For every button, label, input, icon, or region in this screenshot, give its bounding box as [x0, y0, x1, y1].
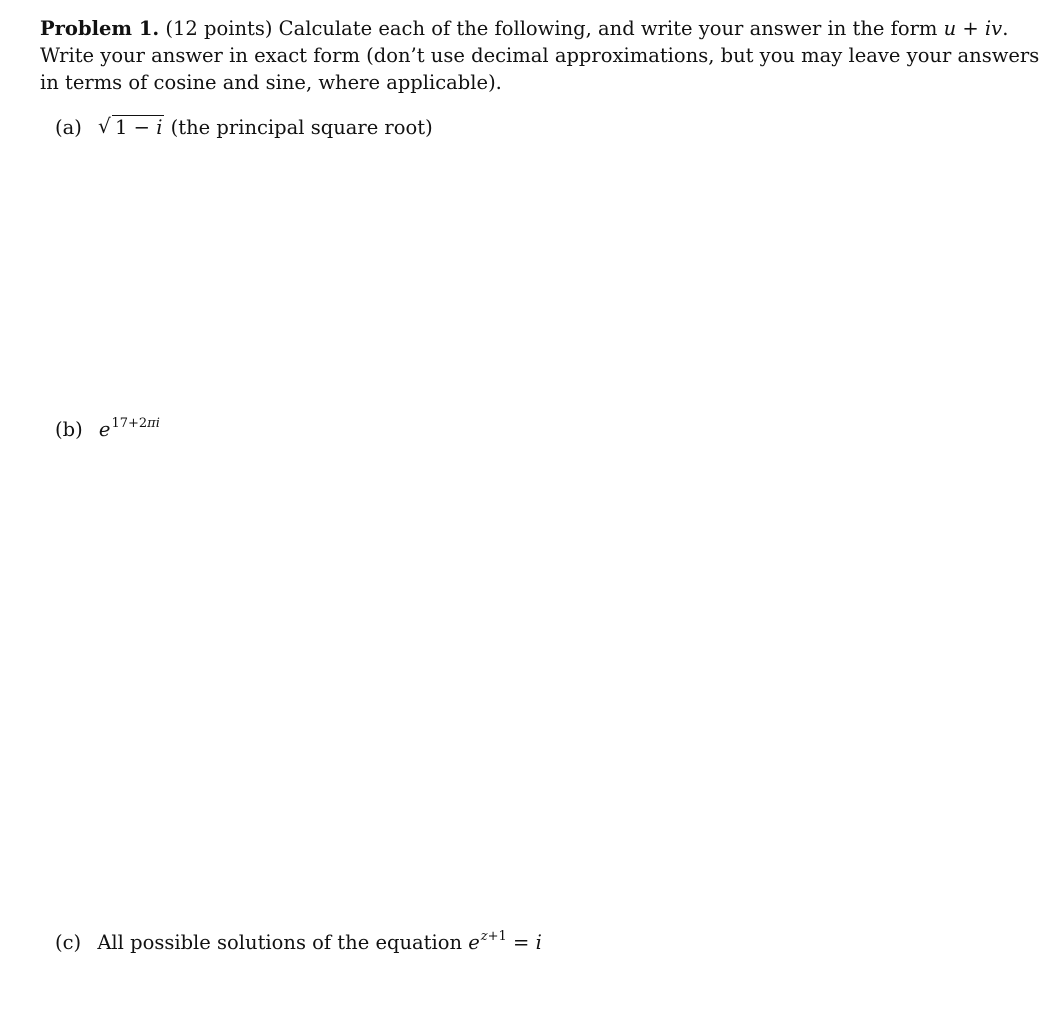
- part-c-text: All possible solutions of the equation: [97, 931, 463, 954]
- problem-heading: Problem 1.: [40, 17, 160, 40]
- part-c-exponent: [481, 929, 507, 944]
- form-plus: +: [956, 17, 985, 40]
- part-c-rhs: i: [535, 931, 542, 954]
- problem-line-2: Write your answer in exact form (don’t use decimal approximations, but you may leave your answers: [40, 44, 1039, 67]
- problem-points: (12 points): [165, 17, 273, 40]
- part-c-equals: =: [506, 931, 536, 954]
- part-b-exponent-variable: πi: [147, 416, 160, 431]
- problem-statement: [40, 15, 1039, 96]
- radicand-variable: i: [156, 116, 163, 139]
- form-iv: iv: [984, 17, 1003, 40]
- problem-line-3: in terms of cosine and sine, where applicable).: [40, 71, 502, 94]
- part-c-base: e: [468, 931, 480, 954]
- part-c-exponent-variable: z: [480, 929, 488, 944]
- part-c: [55, 923, 542, 956]
- radicand: [112, 115, 164, 140]
- part-b-exponent-number: 17+2: [111, 416, 148, 431]
- part-c-exponent-rest: +1: [487, 929, 507, 944]
- problem-instruction: Calculate each of the following, and write your answer in the form: [278, 17, 938, 40]
- part-b: [55, 410, 160, 443]
- part-c-label: (c): [55, 931, 82, 954]
- part-b-base: e: [98, 418, 111, 441]
- form-period: .: [1002, 17, 1009, 40]
- part-a-label: (a): [55, 116, 82, 139]
- radicand-number: 1 −: [115, 116, 157, 139]
- square-root-expression: [98, 114, 164, 141]
- radical-sign-icon: √: [98, 114, 111, 138]
- part-a: [55, 114, 433, 141]
- part-b-exponent: [111, 416, 159, 431]
- part-b-label: (b): [55, 418, 83, 441]
- form-u: u: [943, 17, 957, 40]
- problem-line-1: [40, 15, 1009, 42]
- part-a-note: (the principal square root): [170, 116, 433, 139]
